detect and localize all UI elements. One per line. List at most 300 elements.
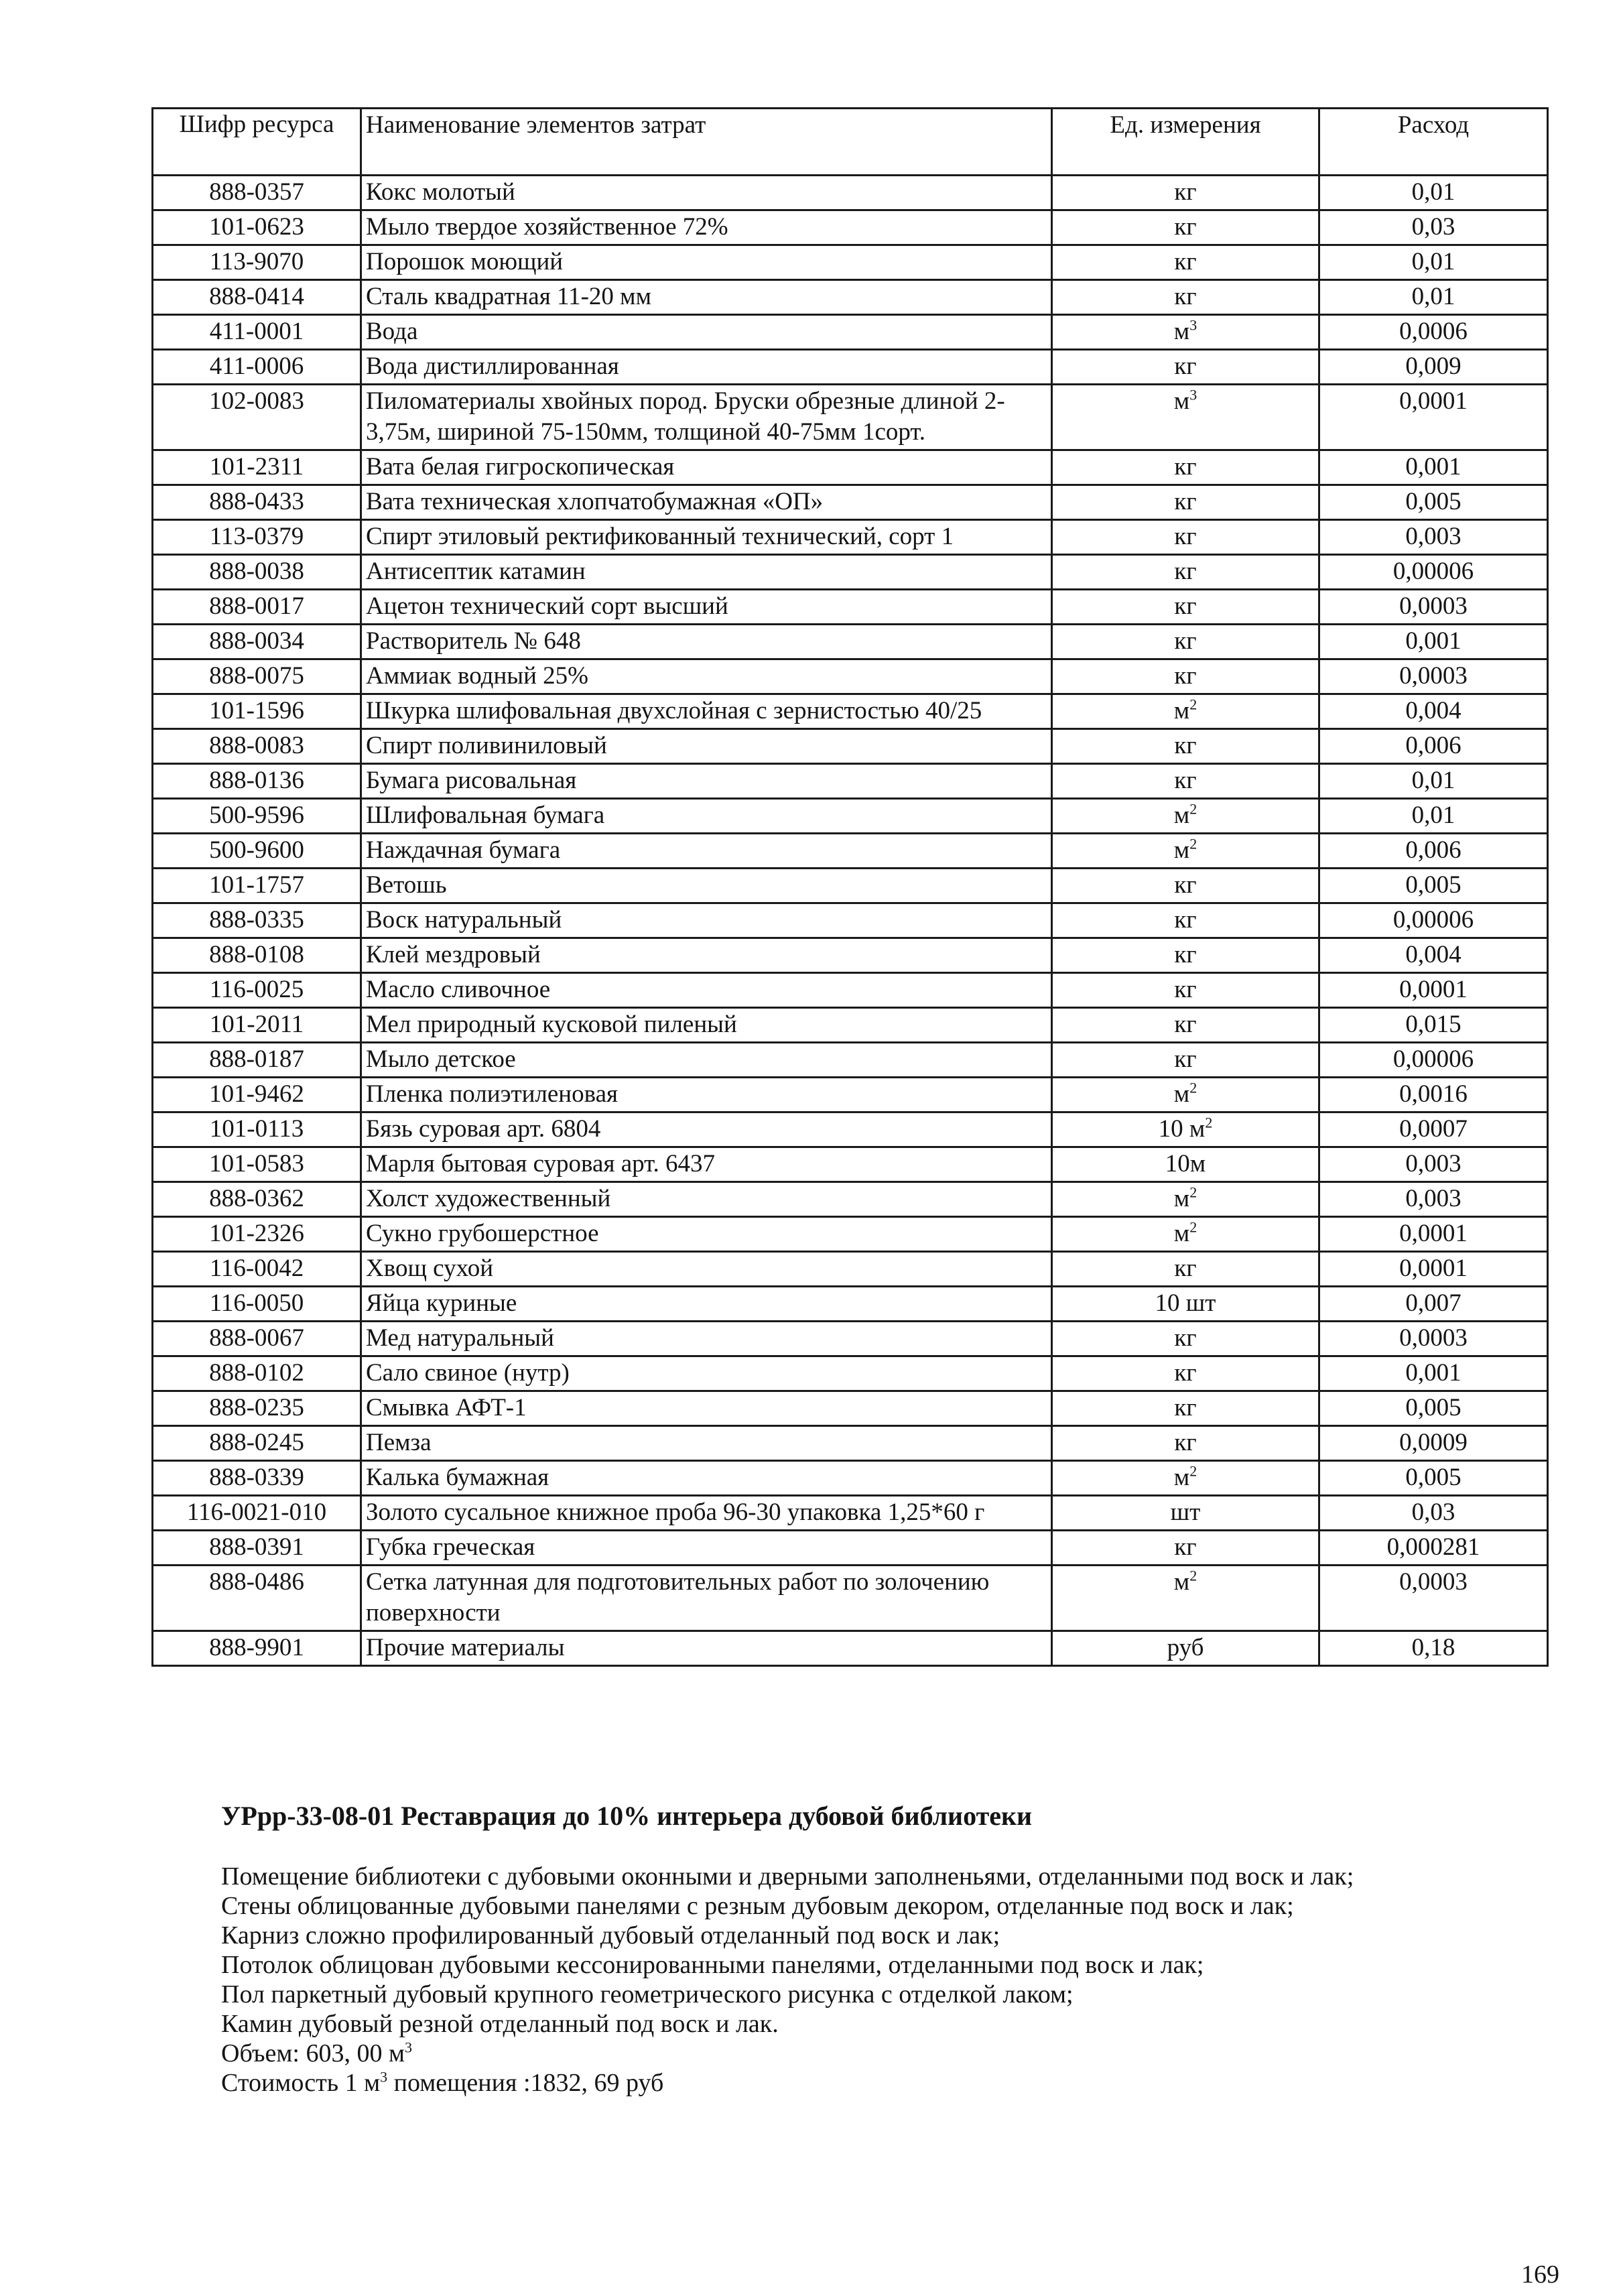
- table-row: [153, 590, 1548, 625]
- cell-name-text: Марля бытовая суровая арт. 6437: [366, 1150, 716, 1177]
- cell-code-text: 888-0391: [209, 1533, 304, 1561]
- cell-value-text: 0,0001: [1399, 1220, 1468, 1247]
- cell-unit: [1052, 729, 1319, 764]
- cell-value-text: 0,007: [1405, 1289, 1462, 1317]
- cell-name-text: Мед натуральный: [366, 1324, 554, 1352]
- cell-name: [361, 1426, 1052, 1461]
- cell-code: [153, 834, 361, 869]
- cell-name: [361, 834, 1052, 869]
- cell-unit-text: кг: [1174, 906, 1197, 934]
- table-row: [153, 764, 1548, 799]
- table-row: [153, 1008, 1548, 1043]
- cell-name: [361, 1496, 1052, 1531]
- cell-code: [153, 210, 361, 245]
- cell-name: [361, 1147, 1052, 1182]
- cell-value-text: 0,0003: [1399, 1324, 1468, 1352]
- cell-value: [1319, 555, 1548, 590]
- table-row: [153, 555, 1548, 590]
- cell-value-text: 0,005: [1405, 1464, 1462, 1491]
- cell-value: [1319, 1252, 1548, 1287]
- table-row: [153, 625, 1548, 659]
- cell-name-text: Шлифовальная бумага: [366, 802, 605, 829]
- table-row: [153, 1566, 1548, 1631]
- cell-value-text: 0,01: [1411, 283, 1455, 310]
- cell-value-text: 0,003: [1405, 523, 1462, 550]
- cell-name-text: Вата техническая хлопчатобумажная «ОП»: [366, 488, 824, 515]
- cell-value: [1319, 903, 1548, 938]
- table-row: [153, 176, 1548, 210]
- cell-name: [361, 520, 1052, 555]
- table-row: [153, 1356, 1548, 1391]
- cell-name-text: Мыло детское: [366, 1045, 516, 1073]
- cell-value-text: 0,001: [1405, 627, 1462, 655]
- cell-name: [361, 485, 1052, 520]
- cell-unit: [1052, 245, 1319, 280]
- cell-value: [1319, 729, 1548, 764]
- cell-unit: [1052, 1287, 1319, 1322]
- header-unit: Ед. измерения: [1052, 109, 1319, 176]
- cell-code-text: 888-0357: [209, 178, 304, 206]
- cell-unit: [1052, 485, 1319, 520]
- cost-line: [221, 2068, 1481, 2098]
- cell-value-text: 0,0001: [1399, 976, 1468, 1003]
- cell-value-text: 0,004: [1405, 941, 1462, 968]
- cell-name-text: Ветошь: [366, 871, 447, 899]
- cell-unit-sup: 3: [1189, 386, 1197, 403]
- cell-name-text: Мыло твердое хозяйственное 72%: [366, 213, 728, 241]
- cell-value-text: 0,009: [1405, 353, 1462, 380]
- cell-code-text: 888-0245: [209, 1429, 304, 1456]
- cell-code: [153, 973, 361, 1008]
- cell-unit-text: м: [1173, 1464, 1190, 1491]
- cell-name: [361, 590, 1052, 625]
- cell-unit-text: кг: [1174, 976, 1197, 1003]
- cell-name-text: Хвощ сухой: [366, 1255, 494, 1282]
- cell-name: [361, 210, 1052, 245]
- cell-code-text: 101-0583: [209, 1150, 304, 1177]
- cell-value: [1319, 176, 1548, 210]
- cell-code: [153, 799, 361, 834]
- cell-unit-text: кг: [1174, 1255, 1197, 1282]
- cell-unit: [1052, 625, 1319, 659]
- cell-code-text: 888-0486: [209, 1568, 304, 1596]
- cell-unit: [1052, 1356, 1319, 1391]
- cell-code-text: 113-9070: [209, 248, 304, 275]
- cell-name-text: Вода: [366, 318, 418, 345]
- table-row: [153, 938, 1548, 973]
- cell-name-text: Мел природный кусковой пиленый: [366, 1011, 737, 1038]
- cell-code: [153, 938, 361, 973]
- cell-unit-text: кг: [1174, 941, 1197, 968]
- table-row: [153, 1631, 1548, 1666]
- cell-name-text: Пиломатериалы хвойных пород. Бруски обрезные длиной 2-3,75м, шириной 75-150мм, толщиной 40-75мм 1сорт.: [366, 387, 1005, 446]
- cell-code: [153, 1217, 361, 1252]
- header-value: Расход: [1319, 109, 1548, 176]
- cell-name-text: Пемза: [366, 1429, 432, 1456]
- cell-value-text: 0,0003: [1399, 662, 1468, 690]
- cell-name-text: Прочие материалы: [366, 1634, 565, 1661]
- cell-code: [153, 659, 361, 694]
- cell-value: [1319, 1078, 1548, 1112]
- cell-code: [153, 315, 361, 350]
- cell-unit: [1052, 520, 1319, 555]
- cell-unit: [1052, 869, 1319, 903]
- table-row: [153, 245, 1548, 280]
- cell-code: [153, 1426, 361, 1461]
- cell-name-text: Порошок моющий: [366, 248, 564, 275]
- cell-unit-text: кг: [1174, 523, 1197, 550]
- header-name: Наименование элементов затрат: [361, 109, 1052, 176]
- cell-unit: [1052, 1182, 1319, 1217]
- cell-unit-sup: 2: [1205, 1114, 1213, 1131]
- cell-code-text: 101-0113: [209, 1115, 304, 1143]
- cell-unit-text: м: [1173, 697, 1190, 724]
- cell-value-text: 0,005: [1405, 488, 1462, 515]
- table-header-row: [153, 109, 1548, 176]
- cell-code: [153, 520, 361, 555]
- cell-unit: [1052, 210, 1319, 245]
- cell-code: [153, 1147, 361, 1182]
- cell-unit: [1052, 1426, 1319, 1461]
- table-row: [153, 694, 1548, 729]
- cell-name: [361, 659, 1052, 694]
- cell-name: [361, 555, 1052, 590]
- cell-value: [1319, 1566, 1548, 1631]
- cell-code-text: 888-0335: [209, 906, 304, 934]
- cell-name: [361, 385, 1052, 450]
- cell-name-text: Золото сусальное книжное проба 96-30 упаковка 1,25*60 г: [366, 1498, 985, 1526]
- cell-code-text: 411-0001: [209, 318, 304, 345]
- cell-unit: [1052, 176, 1319, 210]
- cell-unit-sup: 2: [1189, 1184, 1197, 1201]
- cell-value: [1319, 1043, 1548, 1078]
- cell-code-text: 101-2326: [209, 1220, 304, 1247]
- table-row: [153, 834, 1548, 869]
- description-line: Стены облицованные дубовыми панелями с резным дубовым декором, отделанные под воск и лак;: [221, 1892, 1294, 1920]
- cell-value-text: 0,006: [1405, 836, 1462, 864]
- table-row: [153, 799, 1548, 834]
- table-row: [153, 1147, 1548, 1182]
- cell-unit: [1052, 938, 1319, 973]
- cell-unit-text: 10м: [1165, 1150, 1206, 1177]
- cell-name: [361, 1566, 1052, 1631]
- table-row: [153, 1182, 1548, 1217]
- cell-value: [1319, 485, 1548, 520]
- table-row: [153, 450, 1548, 485]
- cell-unit: [1052, 834, 1319, 869]
- cell-value: [1319, 520, 1548, 555]
- cell-name-text: Вата белая гигроскопическая: [366, 453, 675, 481]
- cell-name-text: Антисептик катамин: [366, 558, 586, 585]
- cell-unit-sup: 2: [1189, 1218, 1197, 1236]
- cell-code-text: 411-0006: [209, 353, 304, 380]
- cell-name: [361, 1182, 1052, 1217]
- cell-name-text: Вода дистиллированная: [366, 353, 619, 380]
- cell-value-text: 0,0001: [1399, 387, 1468, 415]
- cell-name-text: Спирт этиловый ректификованный технический, сорт 1: [366, 523, 954, 550]
- cell-code: [153, 694, 361, 729]
- table-row: [153, 485, 1548, 520]
- section-description: [221, 1862, 1481, 2098]
- cell-value: [1319, 764, 1548, 799]
- cell-name-text: Губка греческая: [366, 1533, 535, 1561]
- cell-value-text: 0,01: [1411, 802, 1455, 829]
- cell-unit-text: кг: [1174, 488, 1197, 515]
- cell-code: [153, 1078, 361, 1112]
- cell-value-text: 0,003: [1405, 1150, 1462, 1177]
- table-row: [153, 1043, 1548, 1078]
- cell-name: [361, 1322, 1052, 1356]
- table-row: [153, 973, 1548, 1008]
- cell-value: [1319, 1391, 1548, 1426]
- cell-value: [1319, 210, 1548, 245]
- cell-code: [153, 1043, 361, 1078]
- cell-name: [361, 245, 1052, 280]
- cell-unit-sup: 2: [1189, 800, 1197, 818]
- table-row: [153, 1322, 1548, 1356]
- cell-name-text: Аммиак водный 25%: [366, 662, 589, 690]
- cell-unit: [1052, 350, 1319, 385]
- table-row: [153, 869, 1548, 903]
- volume-label: Объем: 603, 00 м: [221, 2039, 405, 2067]
- cell-code: [153, 903, 361, 938]
- table-row: [153, 1252, 1548, 1287]
- cell-value-text: 0,006: [1405, 732, 1462, 759]
- cell-value: [1319, 1217, 1548, 1252]
- cell-name-text: Масло сливочное: [366, 976, 551, 1003]
- cell-name-text: Калька бумажная: [366, 1464, 549, 1491]
- cell-value-text: 0,03: [1411, 213, 1455, 241]
- cell-code-text: 102-0083: [209, 387, 304, 415]
- cell-unit: [1052, 1112, 1319, 1147]
- cell-value: [1319, 799, 1548, 834]
- cell-code-text: 888-0075: [209, 662, 304, 690]
- cell-name: [361, 1531, 1052, 1566]
- cell-unit-text: 10 м: [1158, 1115, 1206, 1143]
- cell-unit: [1052, 1043, 1319, 1078]
- cell-value: [1319, 625, 1548, 659]
- cell-value: [1319, 1631, 1548, 1666]
- cell-unit-text: м: [1173, 1568, 1190, 1596]
- cell-value: [1319, 1461, 1548, 1496]
- cell-value-text: 0,0006: [1399, 318, 1468, 345]
- cell-unit: [1052, 1322, 1319, 1356]
- cell-unit-text: 10 шт: [1155, 1289, 1216, 1317]
- cell-name: [361, 1217, 1052, 1252]
- cell-unit-sup: 2: [1189, 1567, 1197, 1584]
- cell-code-text: 888-0017: [209, 592, 304, 620]
- cell-value-text: 0,005: [1405, 871, 1462, 899]
- cell-value-text: 0,00006: [1392, 1045, 1474, 1073]
- cell-value-text: 0,0003: [1399, 1568, 1468, 1596]
- cell-code-text: 116-0021-010: [186, 1498, 327, 1526]
- cell-value-text: 0,00006: [1392, 906, 1474, 934]
- cell-unit-text: кг: [1174, 592, 1197, 620]
- cell-value-text: 0,000281: [1386, 1533, 1480, 1561]
- cell-unit-text: кг: [1174, 732, 1197, 759]
- cell-code-text: 888-0038: [209, 558, 304, 585]
- cell-code: [153, 385, 361, 450]
- cell-code-text: 888-0034: [209, 627, 304, 655]
- cell-unit: [1052, 1217, 1319, 1252]
- cell-value: [1319, 694, 1548, 729]
- cell-unit-sup: 3: [1189, 316, 1197, 334]
- cell-name: [361, 1287, 1052, 1322]
- description-line: Пол паркетный дубовый крупного геометрического рисунка с отделкой лаком;: [221, 1980, 1074, 2008]
- table-row: [153, 1496, 1548, 1531]
- table-row: [153, 280, 1548, 315]
- cell-code-text: 101-2011: [209, 1011, 304, 1038]
- cell-name-text: Наждачная бумага: [366, 836, 561, 864]
- cell-value-text: 0,003: [1405, 1185, 1462, 1212]
- cell-name-text: Бязь суровая арт. 6804: [366, 1115, 601, 1143]
- cell-unit-text: кг: [1174, 1429, 1197, 1456]
- table-row: [153, 903, 1548, 938]
- cell-unit-text: кг: [1174, 1394, 1197, 1421]
- cell-code-text: 888-9901: [209, 1634, 304, 1661]
- page-number: 169: [1521, 2260, 1559, 2289]
- description-line: Потолок облицован дубовыми кессонированными панелями, отделанными под воск и лак;: [221, 1951, 1204, 1979]
- cell-value: [1319, 590, 1548, 625]
- cell-value: [1319, 1182, 1548, 1217]
- cell-unit-text: м: [1173, 836, 1190, 864]
- cell-code: [153, 485, 361, 520]
- table-row: [153, 1531, 1548, 1566]
- cell-unit: [1052, 1631, 1319, 1666]
- table-row: [153, 1112, 1548, 1147]
- cell-name: [361, 938, 1052, 973]
- cell-code: [153, 1112, 361, 1147]
- volume-line: [221, 2039, 1481, 2068]
- description-line: Камин дубовый резной отделанный под воск и лак.: [221, 2010, 779, 2038]
- cell-code-text: 888-0067: [209, 1324, 304, 1352]
- cell-name-text: Бумага рисовальная: [366, 767, 577, 794]
- cell-name-text: Холст художественный: [366, 1185, 611, 1212]
- cell-unit-sup: 2: [1189, 696, 1197, 713]
- cell-unit-text: кг: [1174, 178, 1197, 206]
- cell-value-text: 0,0009: [1399, 1429, 1468, 1456]
- table-row: [153, 1217, 1548, 1252]
- cell-unit: [1052, 1252, 1319, 1287]
- cell-unit: [1052, 764, 1319, 799]
- cell-unit: [1052, 315, 1319, 350]
- cell-code: [153, 1631, 361, 1666]
- cell-code-text: 888-0235: [209, 1394, 304, 1421]
- cell-name-text: Кокс молотый: [366, 178, 515, 206]
- table-body: [153, 176, 1548, 1666]
- cell-name-text: Шкурка шлифовальная двухслойная с зернистостью 40/25: [366, 697, 982, 724]
- cell-code-text: 101-0623: [209, 213, 304, 241]
- cell-unit-text: кг: [1174, 627, 1197, 655]
- cell-unit-text: кг: [1174, 767, 1197, 794]
- cell-code-text: 888-0362: [209, 1185, 304, 1212]
- cell-value: [1319, 1008, 1548, 1043]
- cell-value-text: 0,0001: [1399, 1255, 1468, 1282]
- cell-code-text: 888-0108: [209, 941, 304, 968]
- cell-unit: [1052, 1391, 1319, 1426]
- cell-unit: [1052, 450, 1319, 485]
- table-row: [153, 210, 1548, 245]
- cell-unit-text: кг: [1174, 1045, 1197, 1073]
- cell-value-text: 0,004: [1405, 697, 1462, 724]
- cell-code: [153, 1356, 361, 1391]
- cell-value-text: 0,01: [1411, 178, 1455, 206]
- cell-code: [153, 625, 361, 659]
- cell-code: [153, 350, 361, 385]
- cell-value-text: 0,0016: [1399, 1080, 1468, 1108]
- description-line: Карниз сложно профилированный дубовый отделанный под воск и лак;: [221, 1921, 1000, 1950]
- cell-value-text: 0,0007: [1399, 1115, 1468, 1143]
- cell-name-text: Спирт поливиниловый: [366, 732, 607, 759]
- cell-code-text: 888-0414: [209, 283, 304, 310]
- cell-unit: [1052, 1496, 1319, 1531]
- cell-value-text: 0,001: [1405, 453, 1462, 481]
- cell-unit: [1052, 1078, 1319, 1112]
- cell-unit-text: кг: [1174, 1011, 1197, 1038]
- cell-code: [153, 1182, 361, 1217]
- cell-code: [153, 450, 361, 485]
- cell-name-text: Сетка латунная для подготовительных работ по золочению поверхности: [366, 1568, 990, 1627]
- header-code: Шифр ресурса: [153, 109, 361, 176]
- table-row: [153, 385, 1548, 450]
- cell-value-text: 0,18: [1411, 1634, 1455, 1661]
- cell-name: [361, 1356, 1052, 1391]
- cell-code: [153, 729, 361, 764]
- description-line: Помещение библиотеки с дубовыми оконными и дверными заполненьями, отделанными под воск и лак;: [221, 1862, 1354, 1891]
- cell-name-text: Растворитель № 648: [366, 627, 581, 655]
- cell-unit-text: кг: [1174, 283, 1197, 310]
- cell-value: [1319, 938, 1548, 973]
- table-row: [153, 1391, 1548, 1426]
- cell-unit-text: кг: [1174, 248, 1197, 275]
- cell-unit-text: кг: [1174, 1324, 1197, 1352]
- cell-unit: [1052, 903, 1319, 938]
- cell-code-text: 101-9462: [209, 1080, 304, 1108]
- cell-name-text: Смывка АФТ-1: [366, 1394, 527, 1421]
- cell-unit: [1052, 590, 1319, 625]
- cell-name-text: Воск натуральный: [366, 906, 562, 934]
- cell-unit-text: кг: [1174, 213, 1197, 241]
- cell-name: [361, 1112, 1052, 1147]
- cell-unit-text: кг: [1174, 558, 1197, 585]
- cell-code-text: 116-0050: [209, 1289, 304, 1317]
- cell-unit: [1052, 1147, 1319, 1182]
- cell-code-text: 101-2311: [209, 453, 304, 481]
- cell-code: [153, 1322, 361, 1356]
- cell-name: [361, 1391, 1052, 1426]
- cell-code: [153, 1496, 361, 1531]
- cell-name: [361, 729, 1052, 764]
- cell-value-text: 0,00006: [1392, 558, 1474, 585]
- cell-value: [1319, 1531, 1548, 1566]
- cell-code: [153, 1566, 361, 1631]
- cell-name: [361, 1008, 1052, 1043]
- cell-code: [153, 1391, 361, 1426]
- cell-value: [1319, 659, 1548, 694]
- cell-unit-sup: 2: [1189, 835, 1197, 852]
- cell-name: [361, 625, 1052, 659]
- cell-code: [153, 176, 361, 210]
- cell-unit-text: руб: [1167, 1634, 1204, 1661]
- table-row: [153, 1426, 1548, 1461]
- cell-name: [361, 1252, 1052, 1287]
- cell-code: [153, 869, 361, 903]
- cost-label-post: помещения :1832, 69 руб: [387, 2069, 664, 2097]
- cell-value: [1319, 1356, 1548, 1391]
- cell-value: [1319, 1287, 1548, 1322]
- cell-value: [1319, 973, 1548, 1008]
- cell-unit: [1052, 694, 1319, 729]
